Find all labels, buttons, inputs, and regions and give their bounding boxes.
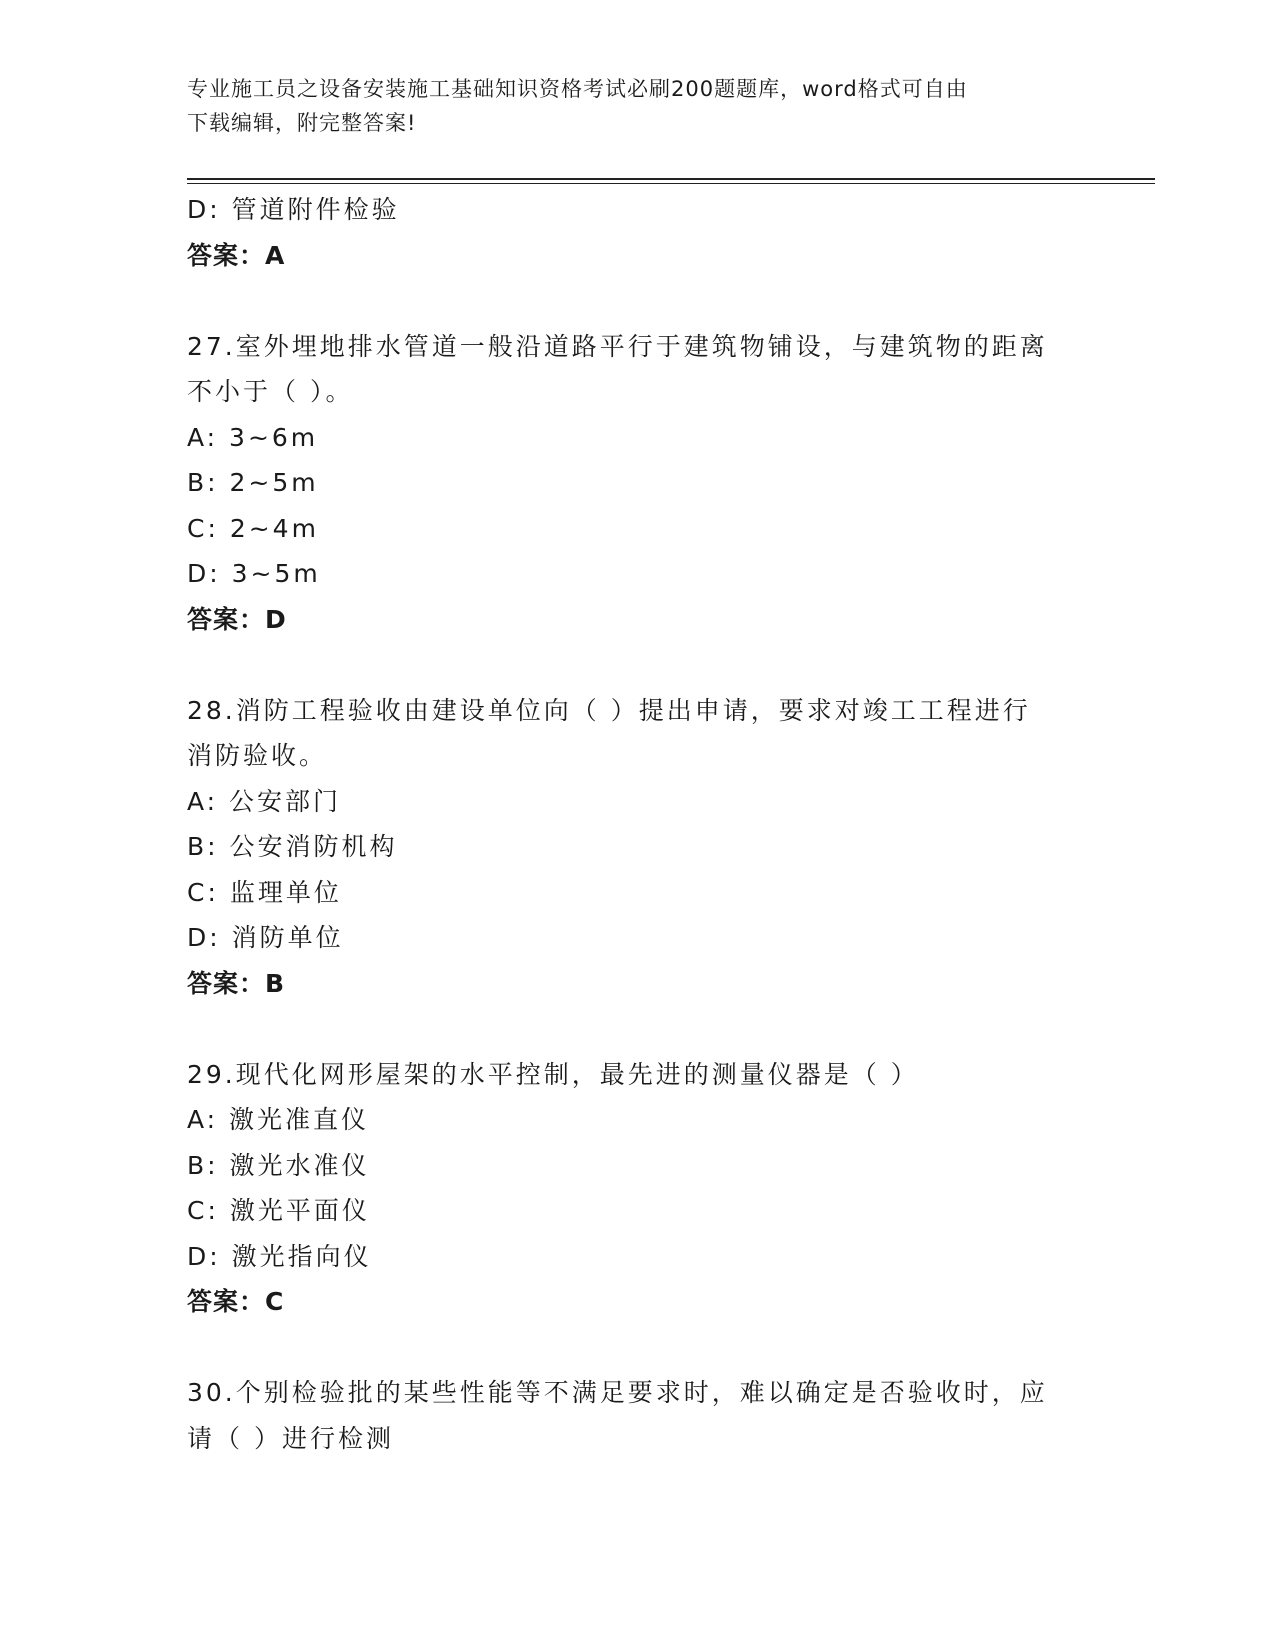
spacer [187,642,1087,688]
question-stem-continued: 不小于（ ）。 [187,377,354,406]
document-header [187,72,1087,140]
option-d: D: 管道附件检验 [187,195,400,224]
header-divider-thick [187,178,1155,180]
option-c: C: 2~4m [187,513,319,543]
spacer [187,1325,1087,1371]
question-content [187,187,1087,1461]
answer-line: 答案：B [187,968,286,998]
answer-line: 答案：D [187,604,287,634]
option-c: C: 激光平面仪 [187,1196,370,1225]
option-d: D: 消防单位 [187,923,344,952]
option-b: B: 2~5m [187,468,319,497]
header-line-2: 下载编辑，附完整答案! [187,111,417,135]
question-stem-continued: 消防验收。 [187,741,328,770]
question-29 [187,1052,1087,1325]
question-28 [187,688,1087,1007]
option-c: C: 监理单位 [187,877,342,907]
question-27 [187,324,1087,643]
question-30 [187,1370,1087,1461]
option-d: D: 3~5m [187,559,321,588]
option-a: A: 激光准直仪 [187,1105,370,1134]
spacer [187,278,1087,324]
header-line-1: 专业施工员之设备安装施工基础知识资格考试必刷200题题库，word格式可自由 [187,77,968,101]
option-b: B: 公安消防机构 [187,832,398,861]
spacer [187,1006,1087,1052]
question-stem-continued: 请（ ）进行检测 [187,1423,394,1453]
option-a: A: 3~6m [187,422,319,452]
option-b: B: 激光水准仪 [187,1150,370,1180]
question-stem: 28.消防工程验收由建设单位向（ ）提出申请，要求对竣工工程进行 [187,695,1031,725]
header-divider-thin [187,183,1155,184]
question-stem: 30.个别检验批的某些性能等不满足要求时，难以确定是否验收时，应 [187,1378,1048,1407]
answer-line: 答案：A [187,240,286,270]
question-stem: 29.现代化网形屋架的水平控制，最先进的测量仪器是（ ） [187,1059,919,1089]
option-a: A: 公安部门 [187,786,342,816]
option-d: D: 激光指向仪 [187,1241,372,1271]
answer-line: 答案：C [187,1287,285,1316]
question-stem: 27.室外埋地排水管道一般沿道路平行于建筑物铺设，与建筑物的距离 [187,331,1048,361]
